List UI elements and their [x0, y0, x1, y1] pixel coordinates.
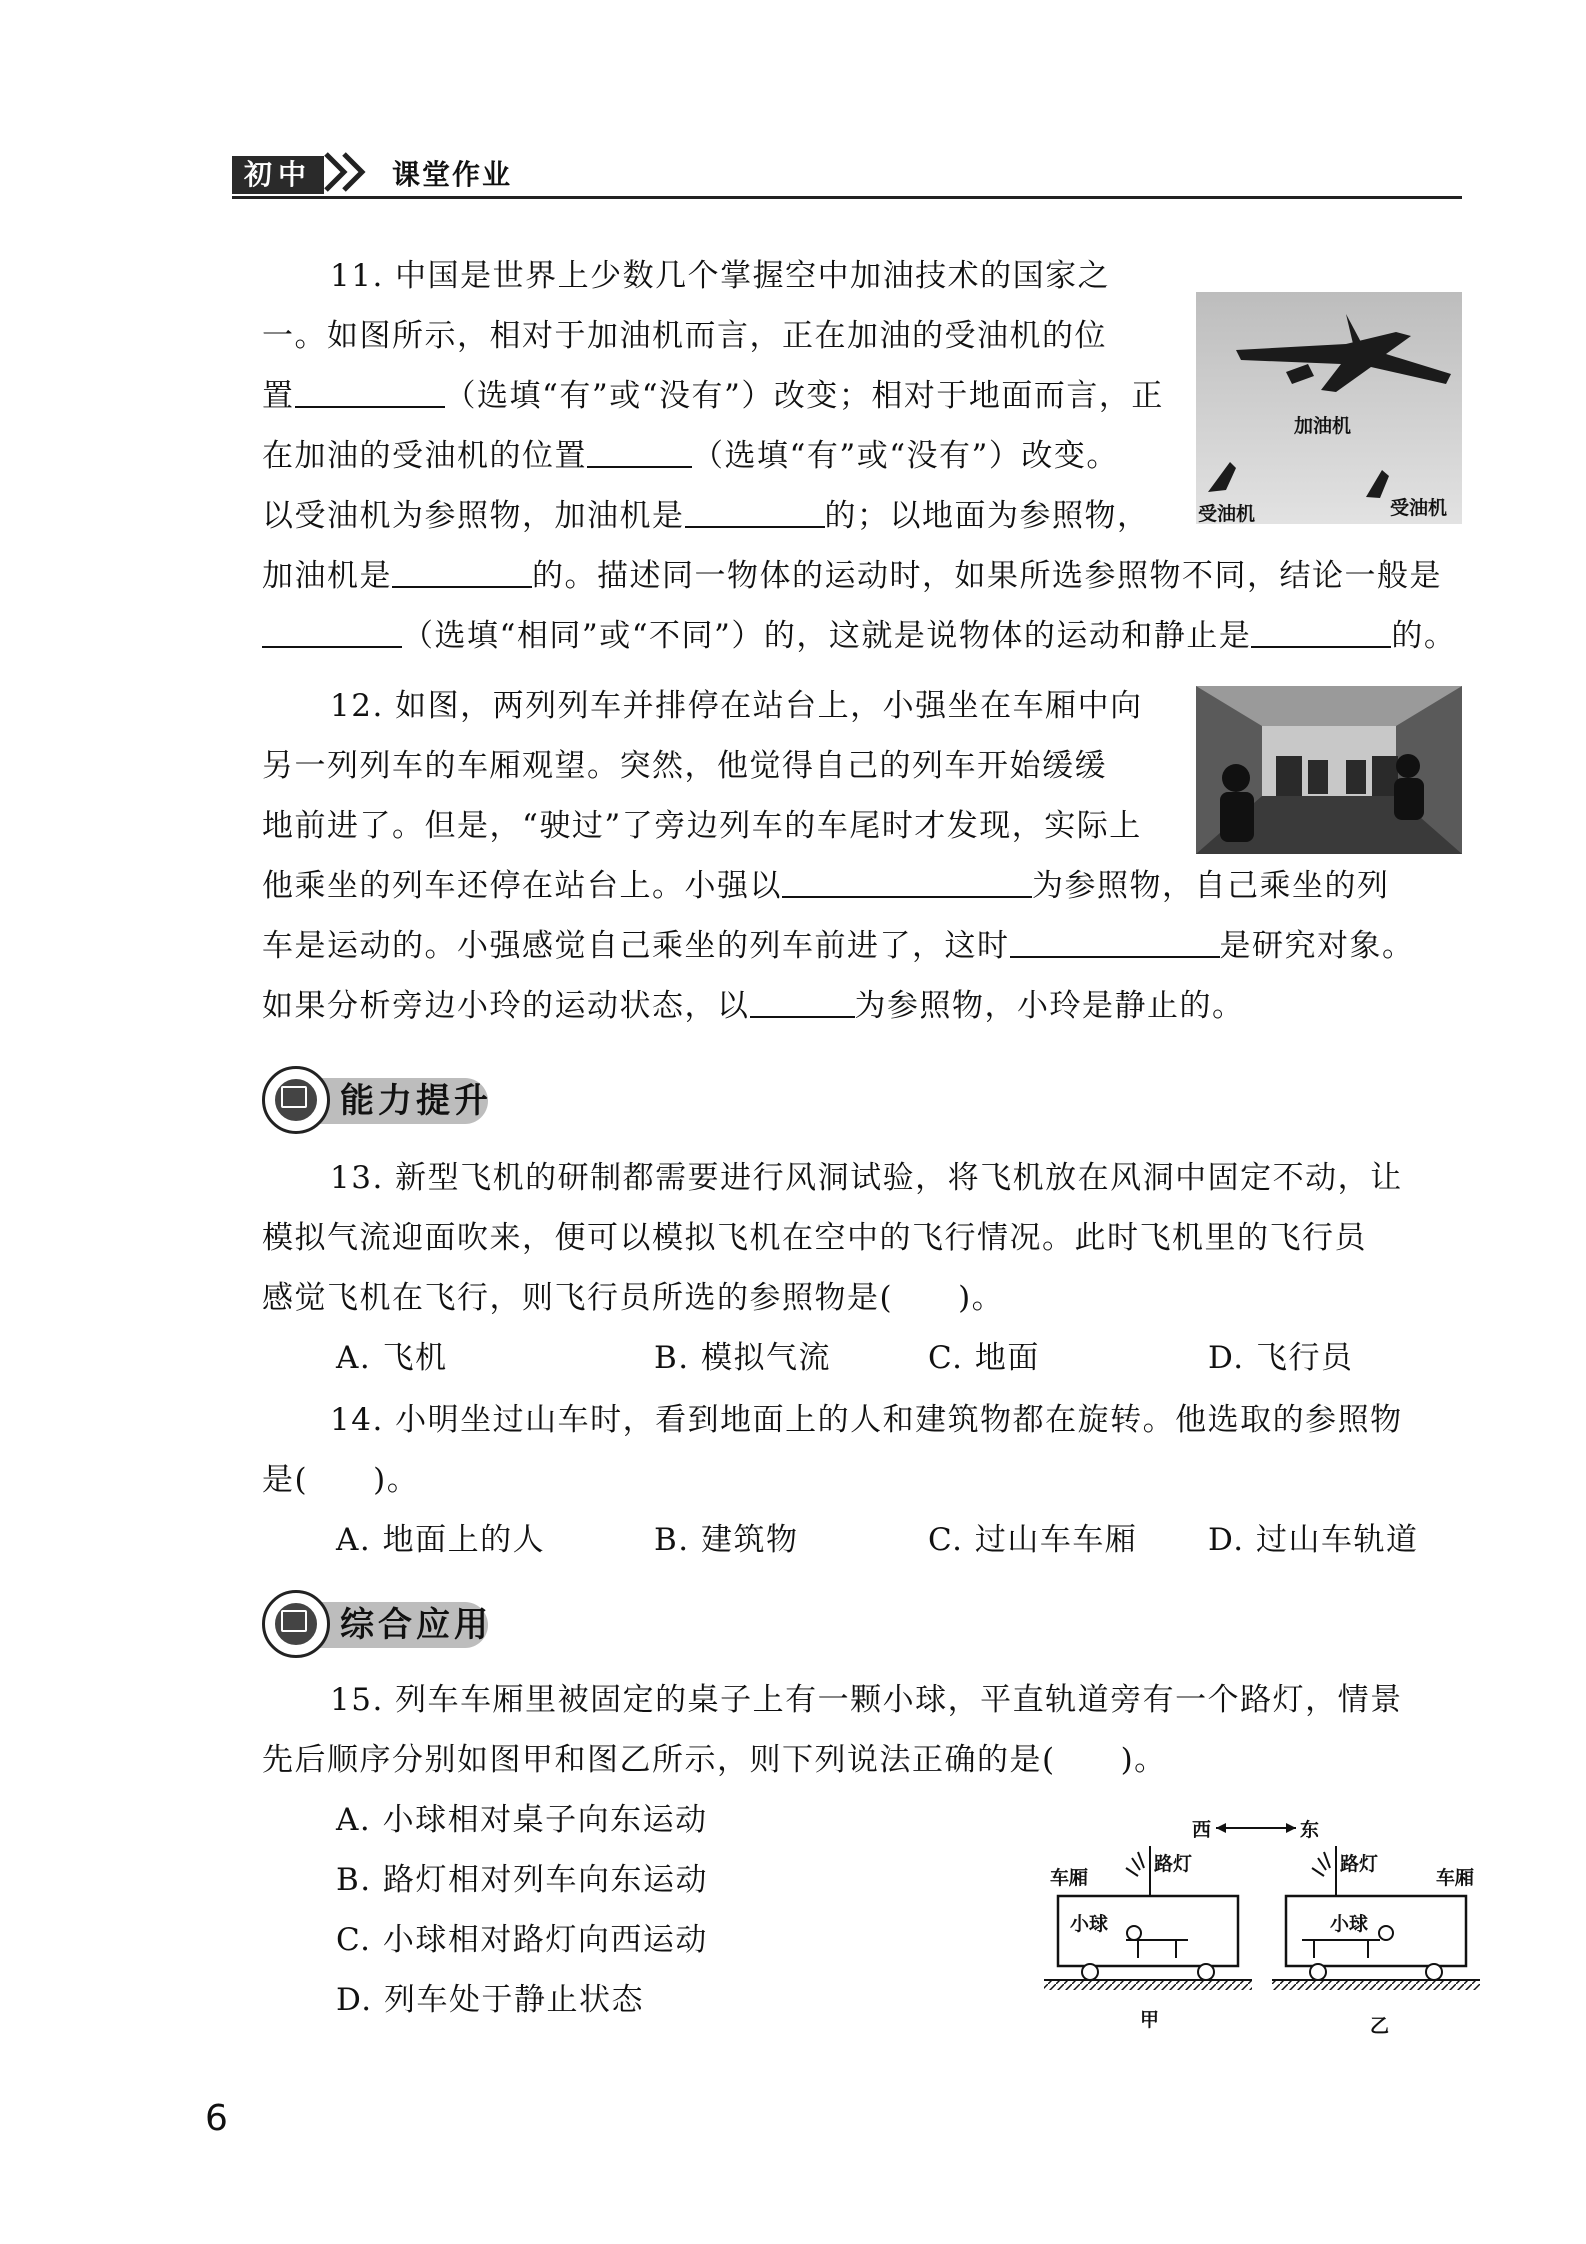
q12-line4: 他乘坐的列车还停在站台上。小强以 为参照物，自己乘坐的列: [262, 868, 1390, 904]
lamp-light-icon: [1312, 1852, 1330, 1876]
train-lamp-diagram: [1040, 1808, 1480, 2040]
q15-option-a[interactable]: A. 小球相对桌子向东运动: [336, 1802, 708, 1838]
q11-line4: 在加油的受油机的位置 （选填“有”或“没有”）改变。: [262, 438, 1119, 474]
q14-option-b[interactable]: B. 建筑物: [654, 1522, 799, 1558]
train-carriage-photo: [1196, 686, 1462, 854]
section-banner-ability: [262, 1066, 502, 1132]
q12-blank3[interactable]: [750, 988, 855, 1018]
fig-label-tanker: 加油机: [1294, 415, 1352, 437]
section-title-ability: 能力提升: [340, 1081, 492, 1121]
q14-option-d[interactable]: D. 过山车轨道: [1208, 1522, 1419, 1558]
ball-icon: [1379, 1926, 1393, 1940]
q11-line7: （选填“相同”或“不同”）的，这就是说物体的运动和静止是 的。: [262, 616, 1456, 656]
q15-option-c[interactable]: C. 小球相对路灯向西运动: [336, 1922, 708, 1958]
q11-line1: 11. 中国是世界上少数几个掌握空中加油技术的国家之: [330, 258, 1111, 294]
q12-line3: 地前进了。但是，“驶过”了旁边列车的车尾时才发现，实际上: [262, 808, 1142, 844]
q11-line2: 一。如图所示，相对于加油机而言，正在加油的受油机的位: [262, 318, 1107, 354]
q13-line2: 模拟气流迎面吹来，便可以模拟飞机在空中的飞行情况。此时飞机里的飞行员: [262, 1220, 1367, 1256]
svg-text:路灯: 路灯: [1340, 1853, 1379, 1875]
scene-yi: [1272, 1846, 1480, 2037]
svg-text:路灯: 路灯: [1154, 1853, 1193, 1875]
q11-blank6[interactable]: [1251, 618, 1391, 648]
q13-line3: 感觉飞机在飞行，则飞行员所选的参照物是( )。: [262, 1280, 1005, 1316]
direction-west: 西: [1192, 1819, 1212, 1841]
header-title: 课堂作业: [392, 158, 513, 191]
q11-blank2[interactable]: [587, 438, 692, 468]
q13-option-d[interactable]: D. 飞行员: [1208, 1340, 1354, 1376]
q14-option-a[interactable]: A. 地面上的人: [336, 1522, 546, 1558]
book-icon: [281, 1086, 307, 1108]
q13-line1: 13. 新型飞机的研制都需要进行风洞试验，将飞机放在风洞中固定不动，让: [330, 1160, 1403, 1196]
q12-blank2[interactable]: [1010, 928, 1220, 958]
page-number: 6: [205, 2098, 228, 2139]
section-title-application: 综合应用: [340, 1605, 492, 1645]
header-badge: 初中: [232, 156, 324, 194]
label-jia: 甲: [1140, 2009, 1160, 2031]
q13-option-a[interactable]: A. 飞机: [336, 1340, 448, 1376]
q11-blank3[interactable]: [685, 498, 825, 528]
passenger-left-icon: [1220, 764, 1254, 842]
q14-line1: 14. 小明坐过山车时，看到地面上的人和建筑物都在旋转。他选取的参照物: [330, 1402, 1403, 1438]
lamp-light-icon: [1126, 1852, 1144, 1876]
q11-line3: 置 （选填“有”或“没有”）改变；相对于地面而言，正: [262, 378, 1164, 414]
book-icon: [281, 1610, 307, 1632]
passenger-right-icon: [1394, 754, 1424, 820]
q12-line6: 如果分析旁边小玲的运动状态，以 为参照物，小玲是静止的。: [262, 988, 1245, 1024]
q15-option-d[interactable]: D. 列车处于静止状态: [336, 1982, 644, 2018]
svg-text:小球: 小球: [1330, 1913, 1369, 1935]
label-yi: 乙: [1370, 2015, 1390, 2037]
page-header: [232, 150, 1462, 199]
fig-label-receiver-1: 受油机: [1198, 503, 1256, 524]
q13-option-c[interactable]: C. 地面: [928, 1340, 1040, 1376]
q11-blank1[interactable]: [295, 378, 445, 408]
fig-label-receiver-2: 受油机: [1390, 497, 1448, 519]
refueling-photo: [1196, 292, 1462, 524]
q12-line2: 另一列列车的车厢观望。突然，他觉得自己的列车开始缓缓: [262, 748, 1107, 784]
q11-line6: 加油机是 的。描述同一物体的运动时，如果所选参照物不同，结论一般是: [262, 558, 1442, 594]
q12-blank1[interactable]: [782, 868, 1032, 898]
svg-text:车厢: 车厢: [1050, 1867, 1089, 1889]
svg-text:车厢: 车厢: [1436, 1867, 1475, 1889]
q12-line1: 12. 如图，两列列车并排停在站台上，小强坐在车厢中向: [330, 688, 1143, 724]
scene-jia: [1044, 1846, 1252, 2031]
q15-option-b[interactable]: B. 路灯相对列车向东运动: [336, 1862, 708, 1898]
q13-option-b[interactable]: B. 模拟气流: [654, 1340, 831, 1376]
double-chevron-icon: [320, 150, 376, 194]
q15-line1: 15. 列车车厢里被固定的桌子上有一颗小球，平直轨道旁有一个路灯，情景: [330, 1682, 1403, 1718]
ball-icon: [1127, 1926, 1141, 1940]
q11-blank4[interactable]: [392, 558, 532, 588]
q14-option-c[interactable]: C. 过山车车厢: [928, 1522, 1138, 1558]
section-banner-application: [262, 1590, 502, 1656]
direction-east: 东: [1300, 1819, 1320, 1841]
q11-blank5[interactable]: [262, 618, 402, 648]
q11-line5: 以受油机为参照物，加油机是 的；以地面为参照物，: [262, 498, 1150, 534]
q12-line5: 车是运动的。小强感觉自己乘坐的列车前进了，这时 是研究对象。: [262, 928, 1415, 964]
q14-line2: 是( )。: [262, 1462, 420, 1498]
svg-text:小球: 小球: [1070, 1913, 1109, 1935]
q15-line2: 先后顺序分别如图甲和图乙所示，则下列说法正确的是( )。: [262, 1742, 1167, 1778]
